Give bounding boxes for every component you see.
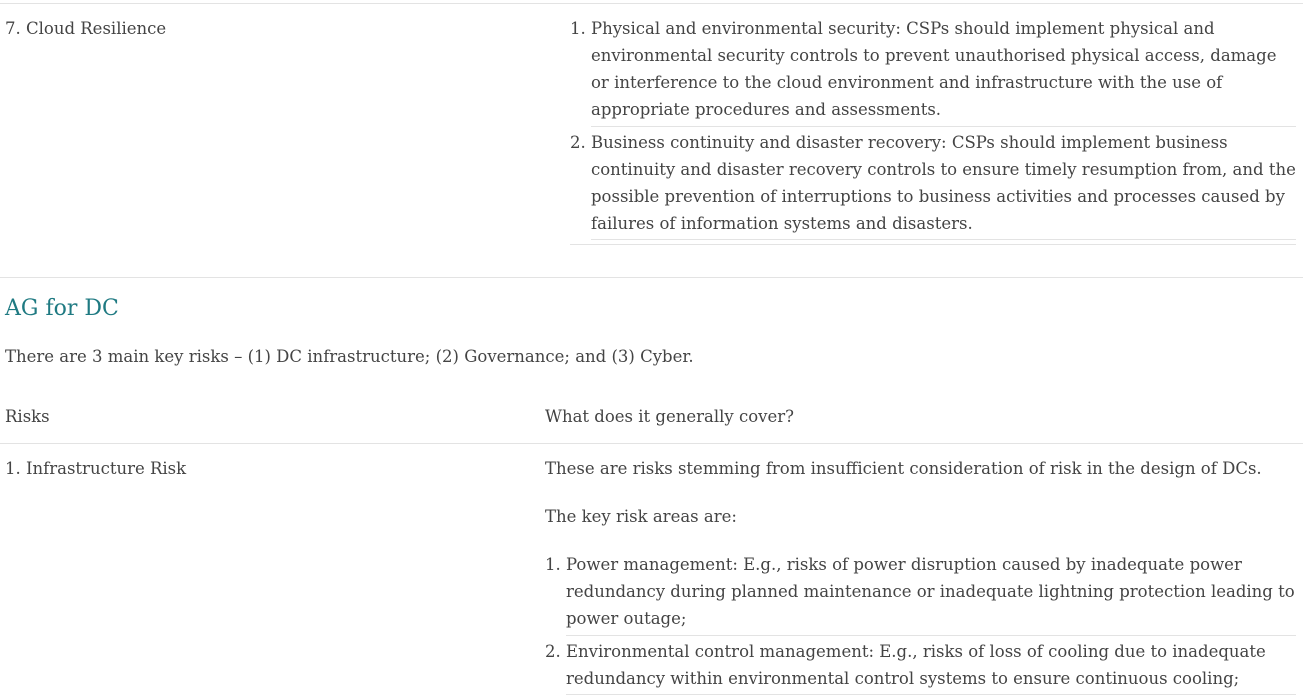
list-item-text: Business continuity and disaster recovery: CSPs should implement business continuity and disaster recovery controls to ensure timely resumption from, and the possible prevention of interruptions to business activities and processes caused by failures of information systems and disasters. — [591, 133, 1296, 233]
table-bottom-border — [0, 277, 1303, 278]
section-intro: There are 3 main key risks – (1) DC infrastructure; (2) Governance; and (3) Cyber. — [5, 347, 694, 366]
list-item-number: 2. — [545, 642, 561, 661]
table-header-coverage: What does it generally cover? — [545, 407, 794, 426]
list-item — [570, 129, 1296, 237]
list-item-number: 1. — [570, 19, 586, 38]
list-divider — [566, 694, 1296, 695]
risk-areas-intro: The key risk areas are: — [545, 507, 737, 526]
list-item-number: 1. — [545, 555, 561, 574]
list-divider — [591, 239, 1296, 240]
risk-row-label: 1. Infrastructure Risk — [5, 459, 187, 478]
risk-description: These are risks stemming from insufficient consideration of risk in the design of DCs. — [545, 459, 1262, 478]
list-divider — [570, 244, 1296, 245]
list-item-number: 2. — [570, 133, 586, 152]
list-item-text: Physical and environmental security: CSPs should implement physical and environmental security controls to prevent unauthorised physical access, damage or interference to the cloud environment and infrastructure with the use of appropriate procedures and assessments. — [591, 19, 1277, 119]
table-header-divider — [0, 443, 1303, 444]
risk-areas-list — [545, 551, 1296, 695]
section-heading: AG for DC — [5, 296, 119, 321]
list-item-text: Power management: E.g., risks of power disruption caused by inadequate power redundancy during planned maintenance or inadequate lightning protection leading to power outage; — [566, 555, 1295, 628]
list-item — [545, 551, 1296, 632]
resilience-row-label: 7. Cloud Resilience — [5, 19, 167, 38]
list-divider — [591, 126, 1296, 127]
resilience-list — [570, 15, 1296, 245]
list-item — [570, 15, 1296, 123]
list-item — [545, 638, 1296, 692]
list-divider — [566, 635, 1296, 636]
table-top-border — [0, 3, 1303, 4]
table-header-risks: Risks — [5, 407, 50, 426]
list-item-text: Environmental control management: E.g., risks of loss of cooling due to inadequate redundancy within environmental control systems to ensure continuous cooling; — [566, 642, 1266, 688]
